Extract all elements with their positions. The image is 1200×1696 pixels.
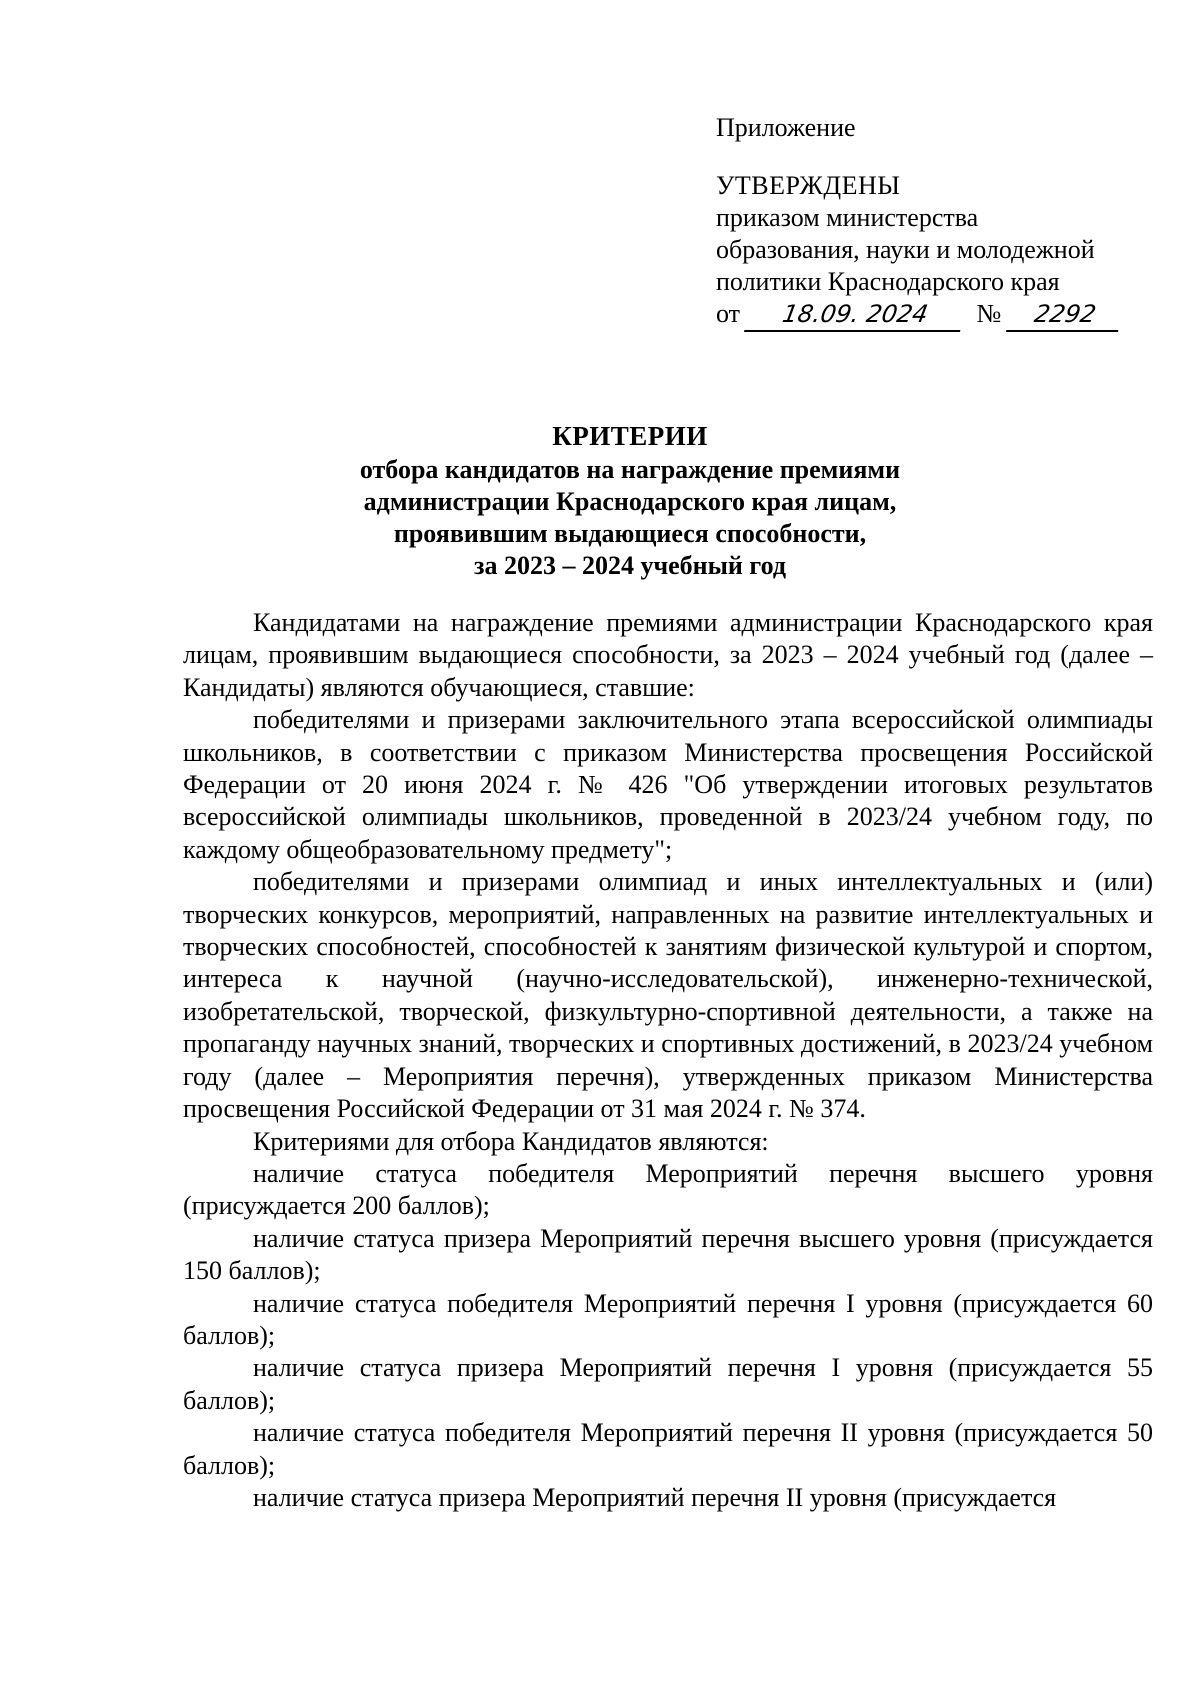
issuer-line: образования, науки и молодежной [716,235,1095,264]
title-main: КРИТЕРИИ [552,421,708,451]
order-date-line [716,298,1121,332]
title-line: отбора кандидатов на награждение премиями [359,455,901,484]
issuer-line: приказом министерства [716,203,979,232]
number-sign: № [976,299,1002,328]
body-paragraph: победителями и призерами заключительного этапа всероссийской олимпиады школьников, в соответствии с приказом Министерства просвещения Российской Федерации от 20 июня 2024 г. № 426 "Об утверждении итоговых результатов всероссийской олимпиады школьников, проведенной в 2023/24 учебном году, по каждому общеобразовательному предмету"; [183,705,1153,864]
title-line: за 2023 – 2024 учебный год [474,551,786,580]
title-line: проявившим выдающиеся способности, [393,519,867,548]
body-paragraph: Критериями для отбора Кандидатов являются: [253,1126,769,1156]
criterion-item: наличие статуса победителя Мероприятий перечня высшего уровня (присуждается 200 баллов); [183,1158,1153,1221]
criterion-item: наличие статуса призера Мероприятий перечня I уровня (присуждается 55 баллов); [183,1353,1153,1415]
document-title [180,420,1080,582]
criterion-item: наличие статуса призера Мероприятий перечня II уровня (присуждается [253,1482,1057,1512]
handwritten-number: 2292 [1006,298,1124,332]
criterion-item: наличие статуса призера Мероприятий перечня высшего уровня (присуждается 150 баллов); [183,1223,1153,1286]
criterion-item: наличие статуса победителя Мероприятий перечня I уровня (присуждается 60 баллов); [183,1288,1153,1350]
handwritten-date: 18.09. 2024 [744,298,966,332]
appendix-label: Приложение [716,113,856,142]
body-paragraph: Кандидатами на награждение премиями администрации Краснодарского края лицам, проявившим выдающиеся способности, за 2023 – 2024 учебный год (далее – Кандидаты) являются обучающиеся, ставшие: [183,608,1153,702]
approval-block [716,112,1121,332]
body-paragraph: победителями и призерами олимпиад и иных интеллектуальных и (или) творческих конкурсов, мероприятий, направленных на развитие интеллектуальных и творческих способностей, способностей к занятиям физической культурой и спортом, интереса к научной (научно-исследовательской), инженерно-технической, изобретательской, творческой, физкультурно-спортивной деятельности, а также на пропаганду научных знаний, творческих и спортивных достижений, в 2023/24 учебном году (далее – Мероприятия перечня), утвержденных приказом Министерства просвещения Российской Федерации от 31 мая 2024 г. № 374. [183,867,1153,1124]
date-prefix: от [716,299,741,328]
approved-label: УТВЕРЖДЕНЫ [716,171,901,200]
criterion-item: наличие статуса победителя Мероприятий перечня II уровня (присуждается 50 баллов); [183,1418,1153,1480]
issuer-line: политики Краснодарского края [716,267,1060,296]
title-line: администрации Краснодарского края лицам, [363,487,897,516]
document-body [183,607,1153,1514]
